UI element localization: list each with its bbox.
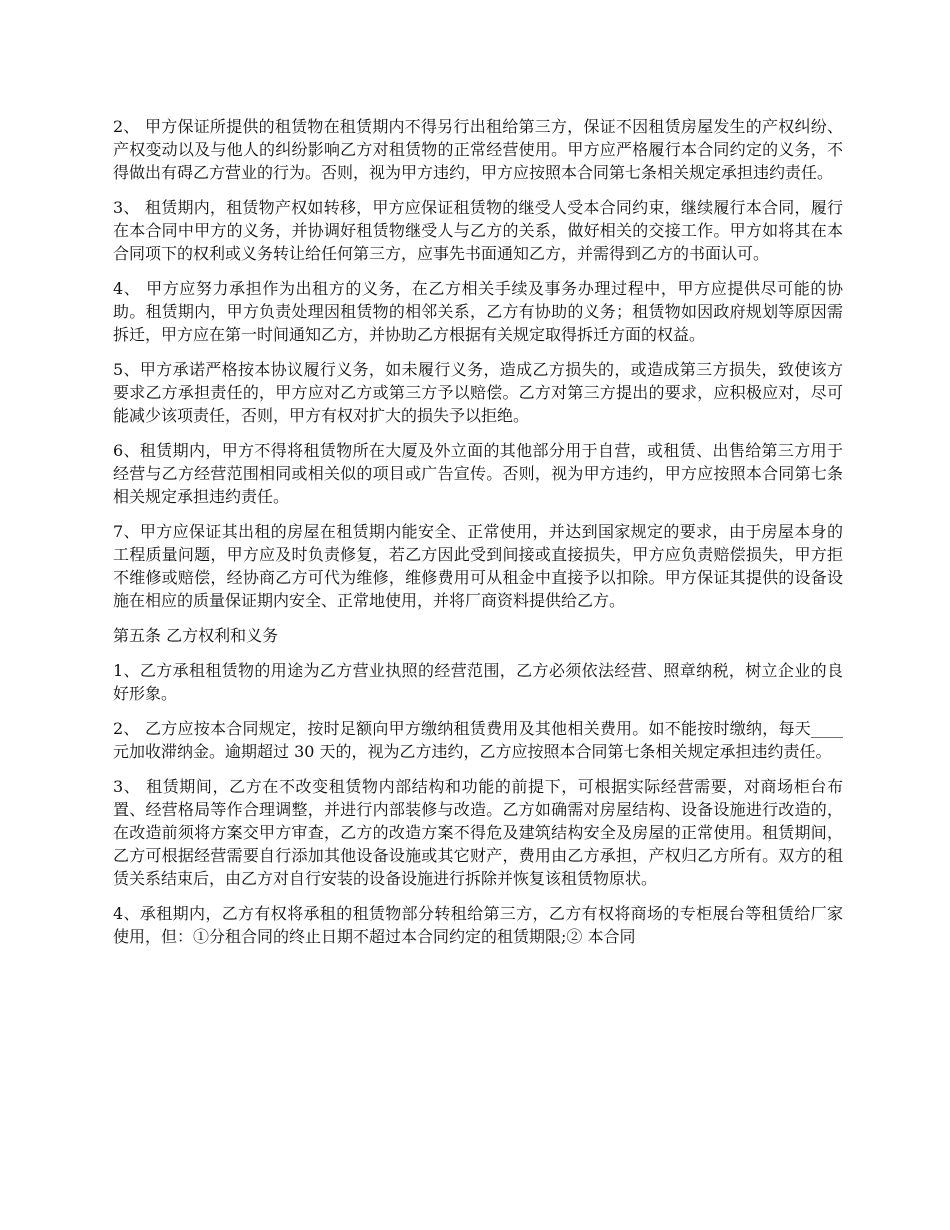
clause-paragraph: 2、 乙方应按本合同规定，按时足额向甲方缴纳租赁费用及其他相关费用。如不能按时缴纳，每天____元加收滞纳金。逾期超过 30 天的，视为乙方违约，乙方应按照本合同第七条相关规定承担违约责任。 [113, 719, 843, 761]
clause-paragraph: 1、乙方承租租赁物的用途为乙方营业执照的经营范围，乙方必须依法经营、照章纳税，树立企业的良好形象。 [113, 661, 843, 703]
clause-paragraph: 3、 租赁期内，租赁物产权如转移，甲方应保证租赁物的继受人受本合同约束，继续履行本合同，履行在本合同中甲方的义务，并协调好租赁物继受人与乙方的关系，做好相关的交接工作。甲方如将其在本合同项下的权利或义务转让给任何第三方，应事先书面通知乙方，并需得到乙方的书面认可。 [113, 198, 843, 263]
clause-paragraph: 4、承租期内，乙方有权将承租的租赁物部分转租给第三方，乙方有权将商场的专柜展台等租赁给厂家使用，但：①分租合同的终止日期不超过本合同约定的租赁期限;② 本合同 [113, 904, 843, 946]
clause-paragraph: 7、甲方应保证其出租的房屋在租赁期内能安全、正常使用，并达到国家规定的要求，由于房屋本身的工程质量问题，甲方应及时负责修复，若乙方因此受到间接或直接损失，甲方应负责赔偿损失，甲方拒不维修或赔偿，经协商乙方可代为维修，维修费用可从租金中直接予以扣除。甲方保证其提供的设备设施在相应的质量保证期内安全、正常地使用，并将厂商资料提供给乙方。 [113, 522, 843, 610]
clause-paragraph: 6、租赁期内，甲方不得将租赁物所在大厦及外立面的其他部分用于自营，或租赁、出售给第三方用于经营与乙方经营范围相同或相关似的项目或广告宣传。否则，视为甲方违约，甲方应按照本合同第七条相关规定承担违约责任。 [113, 441, 843, 506]
section-heading: 第五条 乙方权利和义务 [113, 626, 279, 645]
clause-paragraph: 5、甲方承诺严格按本协议履行义务，如未履行义务，造成乙方损失的，或造成第三方损失，致使该方要求乙方承担责任的，甲方应对乙方或第三方予以赔偿。乙方对第三方提出的要求，应积极应对，尽可能减少该项责任，否则，甲方有权对扩大的损失予以拒绝。 [113, 360, 843, 425]
document-body [113, 115, 843, 960]
clause-paragraph: 2、 甲方保证所提供的租赁物在租赁期内不得另行出租给第三方，保证不因租赁房屋发生的产权纠纷、产权变动以及与他人的纠纷影响乙方对租赁物的正常经营使用。甲方应严格履行本合同约定的义务，不得做出有碍乙方营业的行为。否则，视为甲方违约，甲方应按照本合同第七条相关规定承担违约责任。 [113, 117, 843, 182]
clause-paragraph: 3、 租赁期间，乙方在不改变租赁物内部结构和功能的前提下，可根据实际经营需要，对商场柜台布置、经营格局等作合理调整，并进行内部装修与改造。乙方如确需对房屋结构、设备设施进行改造的，在改造前须将方案交甲方审查，乙方的改造方案不得危及建筑结构安全及房屋的正常使用。租赁期间，乙方可根据经营需要自行添加其他设备设施或其它财产，费用由乙方承担，产权归乙方所有。双方的租赁关系结束后，由乙方对自行安装的设备设施进行拆除并恢复该租赁物原状。 [113, 777, 843, 888]
clause-paragraph: 4、 甲方应努力承担作为出租方的义务，在乙方相关手续及事务办理过程中，甲方应提供尽可能的协助。租赁期内，甲方负责处理因租赁物的相邻关系，乙方有协助的义务；租赁物如因政府规划等原因需拆迁，甲方应在第一时间通知乙方，并协助乙方根据有关规定取得拆迁方面的权益。 [113, 279, 843, 344]
